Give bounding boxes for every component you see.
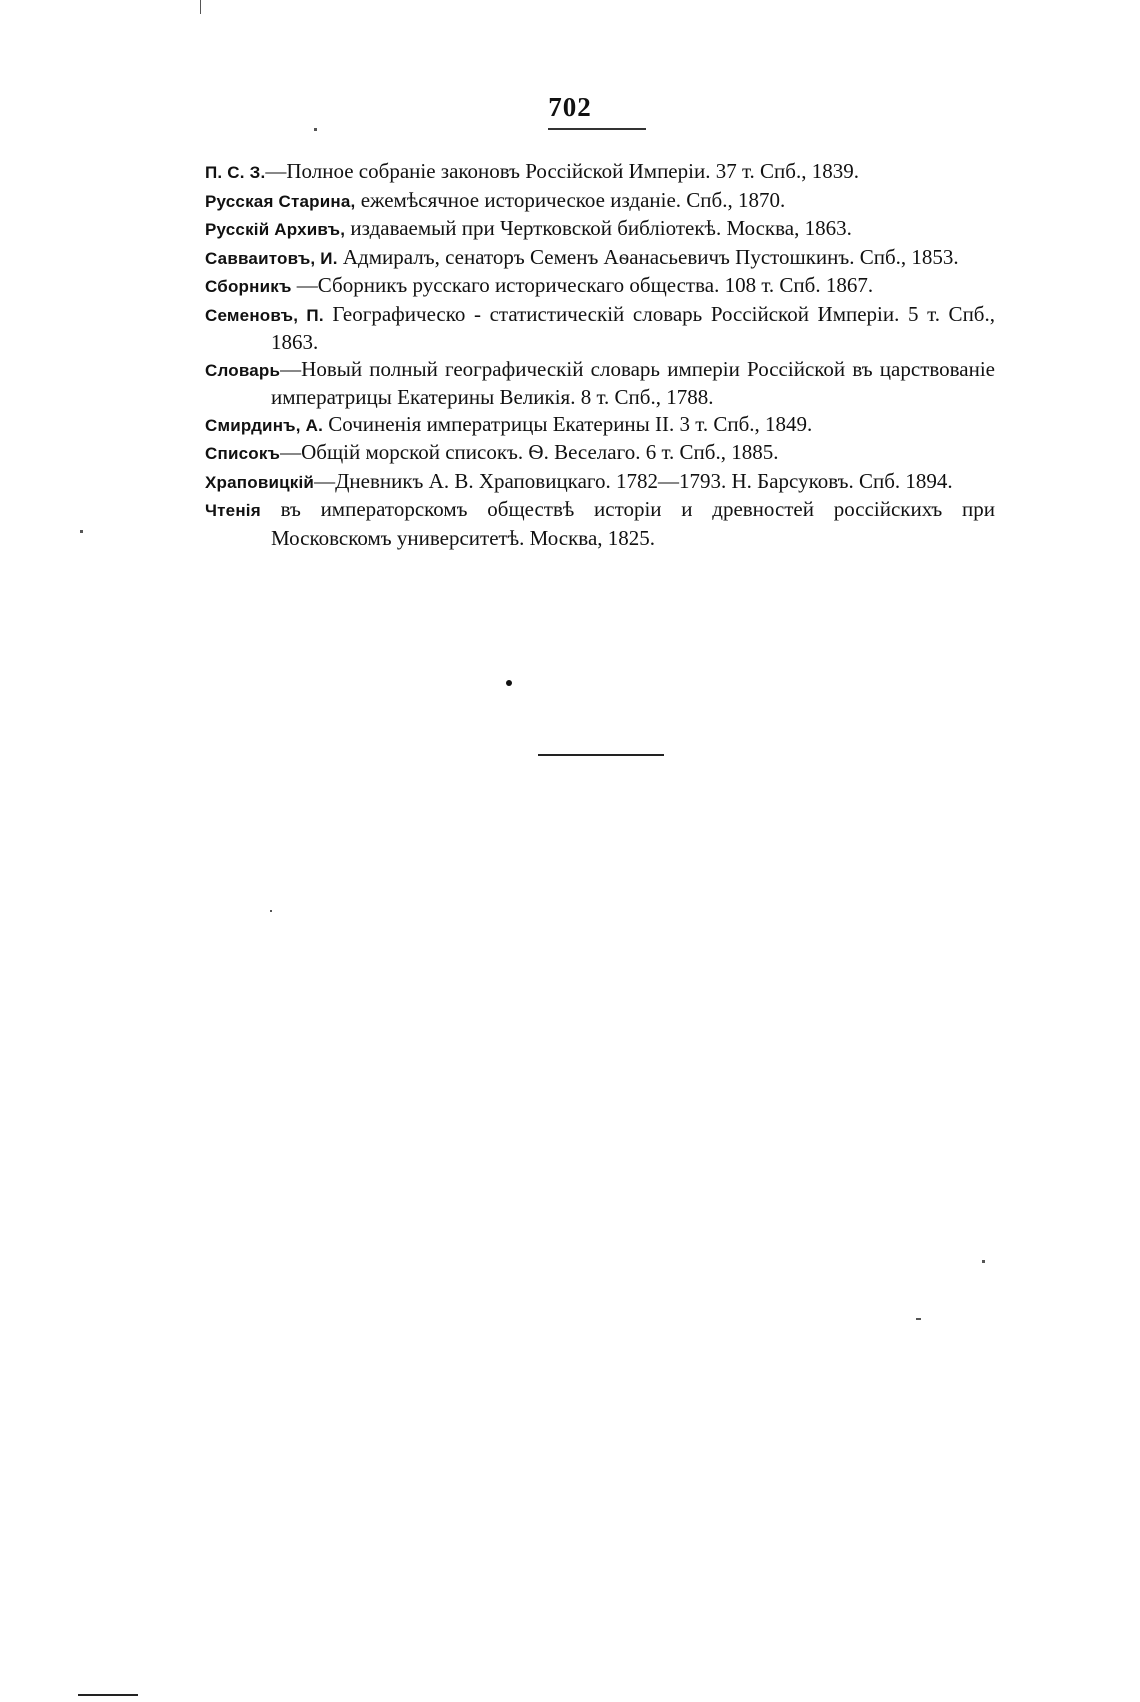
entry-abbreviation: П. С. З.	[205, 163, 266, 182]
bibliography-entry	[205, 301, 995, 356]
scan-speck	[270, 910, 272, 912]
entry-abbreviation: Сборникъ	[205, 277, 292, 296]
entry-abbreviation: Савваитовъ, И.	[205, 248, 338, 268]
scan-speck	[200, 0, 201, 14]
page-number: 702	[548, 92, 592, 122]
bibliography-entry	[205, 496, 995, 551]
entry-abbreviation: Смирдинъ, А.	[205, 415, 324, 435]
entry-text: издаваемый при Чертковской библіотекѣ. Москва, 1863.	[345, 216, 852, 240]
entry-text: —Новый полный географическій словарь имперіи Россійской въ царствованіе императрицы Екатерины Великія. 8 т. Спб., 1788.	[271, 356, 995, 409]
scan-speck	[982, 1260, 985, 1263]
bibliography-list	[205, 158, 995, 551]
scan-speck	[80, 530, 83, 533]
entry-text: въ императорскомъ обществѣ исторіи и древностей россійскихъ при Московскомъ университетѣ. Москва, 1825.	[260, 497, 995, 550]
bibliography-entry	[205, 187, 995, 216]
entry-text: —Сборникъ русскаго историческаго общества. 108 т. Спб. 1867.	[291, 273, 874, 297]
bibliography-entry	[205, 158, 995, 187]
bibliography-entry	[205, 215, 995, 244]
entry-text: —Дневникъ А. В. Храповицкаго. 1782—1793. Н. Барсуковъ. Спб. 1894.	[314, 468, 953, 493]
entry-text: —Полное собраніе законовъ Россійской Имперіи. 37 т. Спб., 1839.	[265, 159, 859, 183]
entry-text: Географическо - статистическій словарь Россійской Имперіи. 5 т. Спб., 1863.	[271, 301, 995, 354]
entry-text: Сочиненія императрицы Екатерины II. 3 т. Спб., 1849.	[323, 411, 813, 436]
scan-speck	[314, 128, 317, 131]
bibliography-entry	[205, 272, 995, 301]
bibliography-entry	[205, 439, 995, 468]
bibliography-entry	[205, 356, 995, 411]
end-rule	[538, 754, 664, 756]
entry-abbreviation: Храповицкій	[205, 472, 315, 492]
entry-text: —Общій морской списокъ. Ѳ. Веселаго. 6 т. Спб., 1885.	[280, 440, 779, 464]
bibliography-entry	[205, 411, 995, 440]
entry-abbreviation: Русскій Архивъ,	[205, 220, 346, 239]
bibliography-entry	[205, 244, 995, 273]
entry-text: ежемѣсячное историческое изданіе. Спб., 1870.	[355, 187, 786, 212]
ornament-dot	[506, 680, 512, 686]
entry-abbreviation: Семеновъ, П.	[205, 305, 324, 325]
scan-speck	[916, 1318, 921, 1320]
page-number-rule	[548, 128, 646, 130]
entry-abbreviation: Словарь	[205, 360, 281, 380]
bottom-rule	[78, 1694, 138, 1696]
entry-abbreviation: Русская Старина,	[205, 191, 356, 211]
entry-abbreviation: Списокъ	[205, 444, 281, 463]
bibliography-entry	[205, 468, 995, 497]
entry-abbreviation: Чтенія	[205, 501, 261, 520]
entry-text: Адмиралъ, сенаторъ Семенъ Аѳанасьевичъ Пустошкинъ. Спб., 1853.	[337, 244, 959, 269]
